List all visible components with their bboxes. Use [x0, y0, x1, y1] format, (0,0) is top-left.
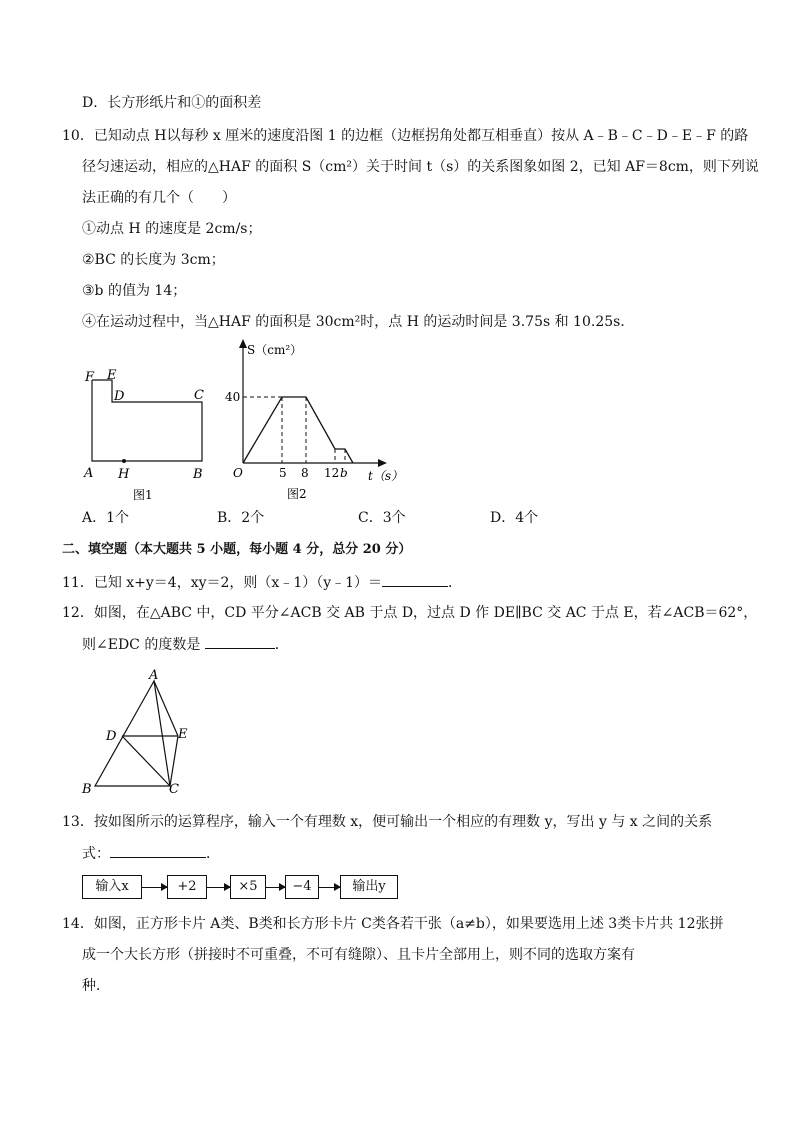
- fig1-label-c: C: [194, 388, 204, 403]
- flow-arrow-4: [319, 887, 340, 888]
- q10-stem-line3: 法正确的有几个（ ）: [82, 190, 236, 206]
- flow-multiply-5-box: ×5: [230, 875, 266, 899]
- fig2-origin: O: [233, 466, 243, 480]
- flow-arrow-3: [266, 887, 285, 888]
- fig12-label-c: C: [169, 782, 179, 797]
- flow-input-box: 输入x: [82, 875, 142, 899]
- flow-arrow-1: [142, 887, 167, 888]
- section-2-title: 二、填空题（本大题共 5 小题，每小题 4 分，总分 20 分）: [62, 542, 412, 557]
- q12-line1: 12．如图，在△ABC 中，CD 平分∠ACB 交 AB 于点 D，过点 D 作 DE∥BC 交 AC 于点 E，若∠ACB＝62°，: [62, 605, 758, 621]
- fig2-y-label: S（cm²）: [247, 343, 303, 357]
- flow-add-2-box: +2: [167, 875, 207, 899]
- q10-statement-4: ④在运动过程中，当△HAF 的面积是 30cm²时，点 H 的运动时间是 3.75s 和 10.25s．: [82, 314, 635, 330]
- fig12-label-a: A: [149, 668, 159, 683]
- segment-dc: [122, 736, 170, 786]
- flow-subtract-4-box: −4: [285, 875, 319, 899]
- q11-answer-blank[interactable]: [382, 572, 448, 587]
- fig1-label-d: D: [114, 389, 125, 404]
- q12-triangle-figure: [78, 665, 208, 800]
- q12-text: 则∠EDC 的度数是: [82, 637, 201, 653]
- q13-end: ．: [206, 846, 220, 862]
- q11-line: [62, 572, 462, 593]
- q10-stem-line2: 径匀速运动，相应的△HAF 的面积 S（cm²）关于时间 t（s）的关系图象如图 2，已知 AF＝8cm，则下列说: [82, 159, 759, 175]
- flow-output-box: 输出y: [340, 875, 398, 899]
- fig2-graph-line: [243, 397, 353, 463]
- q13-answer-blank[interactable]: [110, 843, 206, 858]
- q10-option-d: D．4个: [490, 510, 539, 526]
- q10-figure-1: [75, 360, 225, 510]
- q12-end: ．: [274, 637, 289, 653]
- q10-figure-2: [225, 336, 410, 506]
- q10-option-a: A．1个: [82, 510, 130, 526]
- q10-statement-1: ①动点 H 的速度是 2cm/s；: [82, 221, 262, 237]
- q12-answer-blank[interactable]: [205, 634, 275, 649]
- fig12-label-b: B: [82, 782, 92, 797]
- point-h-dot: [122, 459, 126, 463]
- q12-line2: [82, 634, 289, 655]
- fig2-x-tick-b: b: [340, 466, 348, 480]
- fig2-y-tick-40: 40: [225, 390, 241, 404]
- q11-text: 11．已知 x+y＝4，xy＝2，则（x﹣1）（y﹣1）＝: [62, 575, 383, 591]
- fig12-label-e: E: [178, 727, 188, 742]
- q14-line2: 成一个大长方形（拼接时不可重叠，不可有缝隙）、且卡片全部用上，则不同的选取方案有: [82, 947, 635, 963]
- q14-line3: 种．: [82, 978, 110, 994]
- fig1-label-e: E: [107, 368, 117, 383]
- fig1-caption: 图1: [133, 488, 153, 502]
- q10-statement-2: ②BC 的长度为 3cm；: [82, 252, 225, 268]
- q10-stem-line1: 10．已知动点 H以每秒 x 厘米的速度沿图 1 的边框（边框拐角处都互相垂直）按从 A﹣B﹣C﹣D﹣E﹣F 的路: [62, 128, 749, 144]
- q10-option-c: C．3个: [358, 510, 406, 526]
- fig1-label-b: B: [193, 467, 203, 482]
- q11-end: ．: [448, 575, 463, 591]
- fig2-x-tick-12: 12: [324, 466, 340, 480]
- fig2-x-tick-5: 5: [279, 466, 287, 480]
- fig2-x-label: t（s）: [368, 469, 403, 483]
- fig1-label-h: H: [118, 467, 130, 482]
- q10-statement-3: ③b 的值为 14；: [82, 283, 187, 299]
- fig2-caption: 图2: [287, 487, 307, 501]
- fig1-label-f: F: [85, 370, 95, 385]
- q13-line2: [82, 843, 220, 864]
- fig1-label-a: A: [84, 466, 94, 481]
- q14-line1: 14．如图，正方形卡片 A类、B类和长方形卡片 C类各若干张（a≠b），如果要选用上述 3类卡片共 12张拼: [62, 916, 724, 932]
- q10-option-b: B．2个: [217, 510, 265, 526]
- q9-option-d: D．长方形纸片和①的面积差: [82, 95, 262, 111]
- flow-arrow-2: [207, 887, 230, 888]
- q13-text: 式：: [82, 846, 110, 862]
- fig2-x-tick-8: 8: [301, 466, 309, 480]
- q13-line1: 13．按如图所示的运算程序，输入一个有理数 x，便可输出一个相应的有理数 y，写出 y 与 x 之间的关系: [62, 814, 713, 830]
- fig12-label-d: D: [106, 729, 117, 744]
